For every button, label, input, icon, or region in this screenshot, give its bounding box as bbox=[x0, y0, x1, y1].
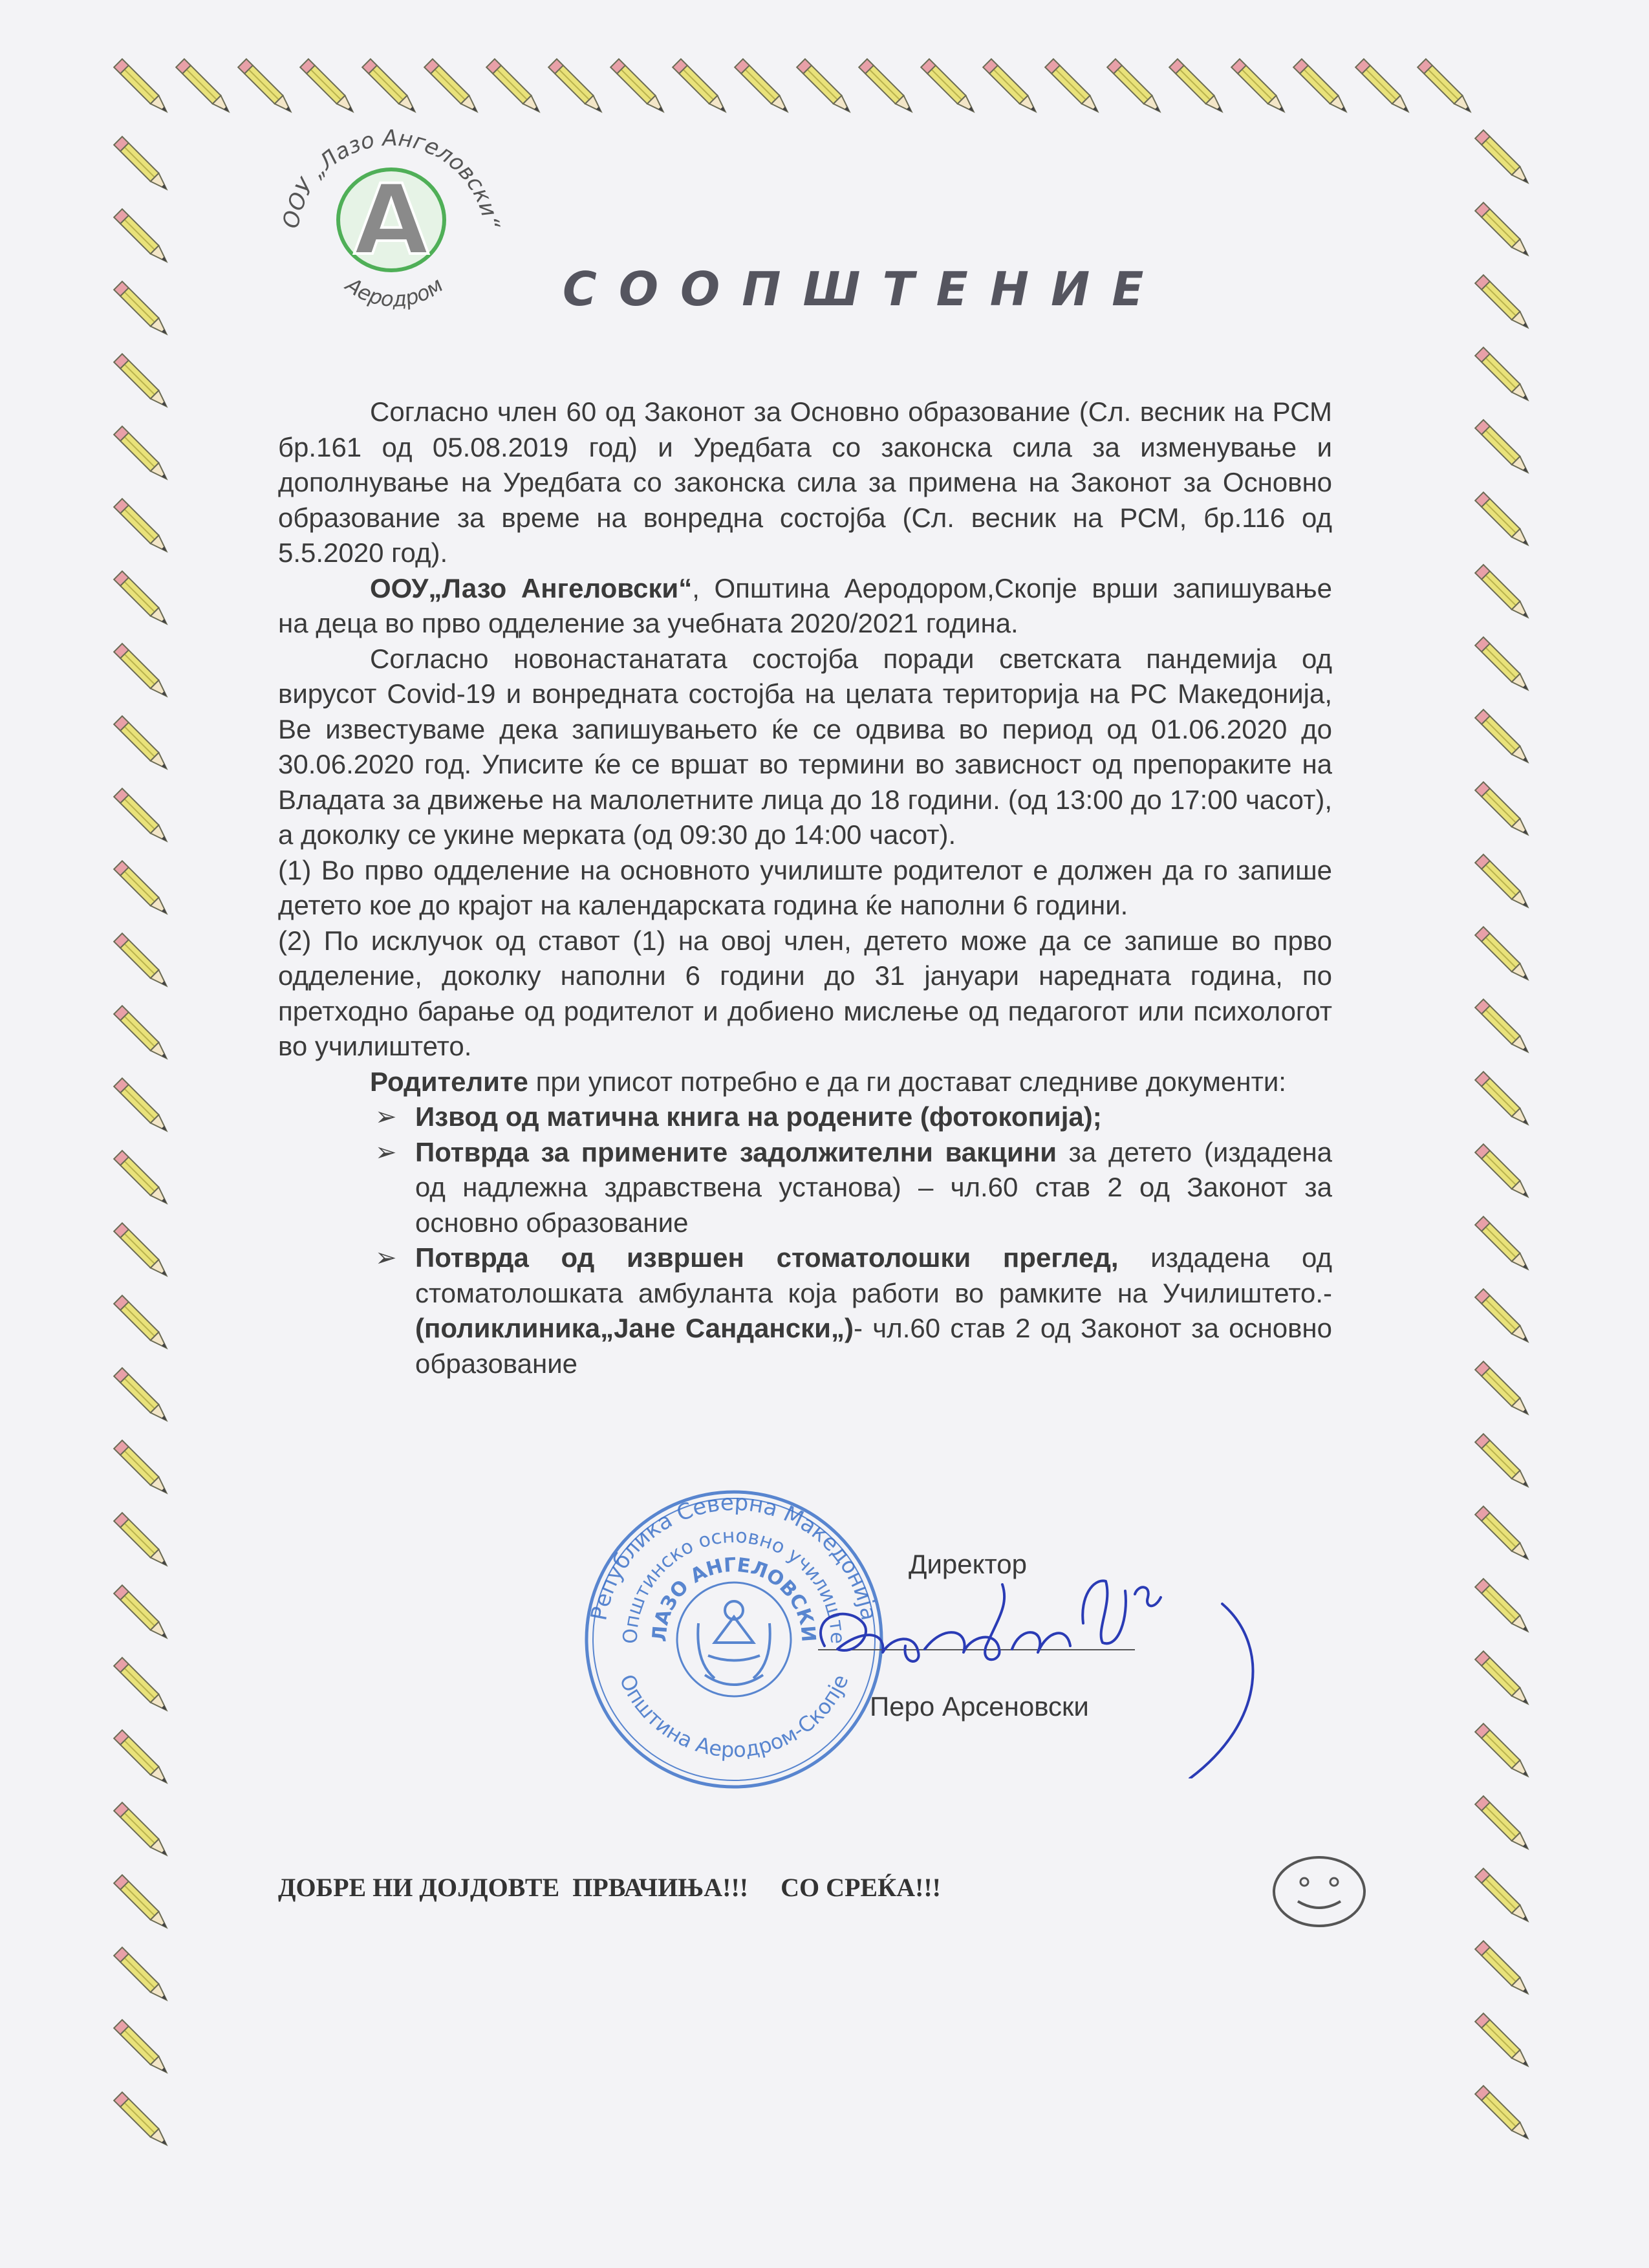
logo-place: Аеродром bbox=[341, 272, 448, 312]
pencil-icon bbox=[114, 2020, 171, 2077]
arrow-bullet-icon: ➢ bbox=[375, 1244, 397, 1272]
pencil-icon bbox=[1475, 130, 1532, 187]
pencil-icon bbox=[548, 59, 605, 116]
pencil-icon bbox=[1475, 854, 1532, 911]
pencil-icon bbox=[1475, 1796, 1532, 1853]
pencil-icon bbox=[1475, 347, 1532, 404]
pencil-icon bbox=[1355, 59, 1412, 116]
pencil-icon bbox=[300, 59, 357, 116]
pencil-icon bbox=[486, 59, 543, 116]
svg-text:Аеродром bbox=[340, 272, 447, 312]
pencil-icon bbox=[424, 59, 481, 116]
pencil-icon bbox=[1045, 59, 1102, 116]
pencil-icon bbox=[1475, 637, 1532, 694]
pencil-icon bbox=[1475, 2086, 1532, 2143]
logo-letter: А bbox=[353, 164, 429, 277]
pencil-icon bbox=[1475, 1723, 1532, 1780]
pencil-icon bbox=[114, 1440, 171, 1497]
pencil-icon bbox=[1475, 927, 1532, 984]
pencil-icon bbox=[1475, 275, 1532, 332]
pencil-icon bbox=[114, 716, 171, 773]
logo-school-name: ООУ „Лазо Ангеловски“ bbox=[277, 125, 505, 231]
pencil-icon bbox=[114, 571, 171, 628]
pencil-icon bbox=[114, 1006, 171, 1063]
pencil-icon bbox=[114, 861, 171, 918]
page-title: СООПШТЕНИЕ bbox=[563, 262, 1166, 316]
pencil-icon bbox=[114, 1513, 171, 1570]
pencil-icon bbox=[1169, 59, 1226, 116]
pencil-icon bbox=[1475, 709, 1532, 766]
pencil-icon bbox=[238, 59, 295, 116]
pencil-icon bbox=[735, 59, 792, 116]
paragraph-enrollment: ООУ„Лазо Ангеловски“, Општина Аеродором,Скопје врши запишување на деца во прво одделение за учебната 2020/2021 година. bbox=[278, 572, 1333, 638]
coat-of-arms-icon bbox=[698, 1601, 770, 1685]
parents-bold: Родителите bbox=[370, 1066, 528, 1097]
director-name: Перо Арсеновски bbox=[870, 1691, 1089, 1722]
pencil-icon bbox=[114, 1658, 171, 1714]
pencil-icon bbox=[921, 59, 978, 116]
pencil-icon bbox=[114, 1150, 171, 1207]
welcome-message: ДОБРЕ НИ ДОЈДОВТЕ ПРВАЧИЊА!!! СО СРЕЌА!!! bbox=[278, 1873, 941, 1902]
pencil-icon bbox=[114, 1223, 171, 1280]
pencil-icon bbox=[983, 59, 1040, 116]
stamp-country: Република Северна Македонија bbox=[586, 1489, 882, 1623]
pencil-icon bbox=[114, 59, 171, 116]
paragraph-documents-intro: Родителите при уписот потребно е да ги достават следниве документи: bbox=[370, 1066, 1286, 1097]
pencil-icon bbox=[1475, 1506, 1532, 1563]
pencil-icon bbox=[114, 354, 171, 411]
pencil-icon bbox=[114, 1585, 171, 1642]
pencil-icon bbox=[1475, 999, 1532, 1056]
pencil-icon bbox=[1475, 420, 1532, 477]
pencil-icon bbox=[610, 59, 667, 116]
pencil-icon bbox=[114, 499, 171, 556]
pencil-icon bbox=[114, 136, 171, 193]
paragraph-period: Согласно новонастанатата состојба поради светската пандемија од вирусот Covid-19 и вонредната состојба на целата територија на РС Македонија, Ве известуваме дека запишувањето ќе се одвива во период од 01.06.2020 до 30.06.2020 год. Уписите ќе се вршат во термини во зависност од препораките на Владата за движење на малолетните лица до 18 години. (од 13:00 до 17:00 часот), а доколку се укине мерката (од 09:30 до 14:00 часот). bbox=[278, 643, 1332, 850]
documents-list bbox=[278, 1099, 1332, 1381]
school-logo bbox=[272, 110, 511, 323]
pencil-icon bbox=[114, 1295, 171, 1352]
pencil-icon bbox=[114, 1730, 171, 1787]
pencil-icon bbox=[673, 59, 729, 116]
pencil-icon bbox=[1475, 1144, 1532, 1201]
pencil-icon bbox=[1475, 1434, 1532, 1491]
pencil-icon bbox=[1293, 59, 1350, 116]
pencil-icon bbox=[1107, 59, 1164, 116]
pencil-icon bbox=[1475, 202, 1532, 259]
announcement-body bbox=[278, 394, 1332, 1381]
pencil-icon bbox=[1475, 1868, 1532, 1925]
paragraph-rule-2: (2) По исклучок од ставот (1) на овој член, детето може да се запише во прво одделение, доколку наполни 6 години до 31 јануари наредната година, по претходно барање од родителот и добиено мислење од педагогот или психологот во училиштето. bbox=[278, 925, 1332, 1061]
pencil-icon bbox=[1231, 59, 1288, 116]
pencil-icon bbox=[1475, 1216, 1532, 1273]
director-title: Директор bbox=[909, 1549, 1027, 1579]
pencil-icon bbox=[1475, 782, 1532, 839]
stamp-institution: Општинско основно училиште bbox=[619, 1524, 849, 1645]
pencil-icon bbox=[114, 788, 171, 845]
pencil-icon bbox=[114, 933, 171, 990]
pencil-icon bbox=[114, 1368, 171, 1425]
pencil-icon bbox=[1475, 565, 1532, 621]
smiley-face-icon bbox=[1271, 1853, 1368, 1930]
list-item: ➢ Потврда од извршен стоматолошки преглед, издадена од стоматолошката амбуланта која работи во рамките на Училиштето.- (поликлиника„Јане Сандански„)- чл.60 став 2 од Законот за основно образование bbox=[370, 1240, 1332, 1381]
pencil-icon bbox=[1475, 1651, 1532, 1708]
pencil-icon bbox=[114, 209, 171, 266]
pencil-icon bbox=[114, 281, 171, 338]
stamp-school: ЛАЗО АНГЕЛОВСКИ bbox=[648, 1553, 820, 1643]
list-item: ➢ Потврда за примените задолжителни вакцини за детето (издадена од надлежна здравствена установа) – чл.60 став 2 од Законот за основно образование bbox=[370, 1135, 1332, 1241]
list-item: ➢ Извод од матична книга на родените (фотокопија); bbox=[370, 1099, 1332, 1135]
arrow-bullet-icon: ➢ bbox=[375, 1138, 397, 1167]
pencil-icon bbox=[114, 426, 171, 483]
pencil-icon bbox=[1475, 1289, 1532, 1346]
school-name-bold: ООУ„Лазо Ангеловски“ bbox=[370, 572, 693, 603]
pencil-icon bbox=[1475, 1072, 1532, 1129]
pencil-icon bbox=[1475, 492, 1532, 549]
stamp-municipality: Општина Аеродром-Скопје bbox=[614, 1670, 854, 1762]
pencil-icon bbox=[1475, 1361, 1532, 1418]
pencil-icon bbox=[114, 1947, 171, 2004]
pencil-icon bbox=[114, 1802, 171, 1859]
pencil-icon bbox=[859, 59, 916, 116]
paragraph-rule-1: (1) Во прво одделение на основното училиште родителот е должен да го запише детето кое до крајот на календарската година ќе наполни 6 години. bbox=[278, 854, 1332, 920]
pencil-icon bbox=[362, 59, 419, 116]
pencil-icon bbox=[1475, 1579, 1532, 1636]
pencil-icon bbox=[1417, 59, 1474, 116]
pencil-icon bbox=[114, 2092, 171, 2149]
paragraph-legal-basis: Согласно член 60 од Законот за Основно образование (Сл. весник на РСМ бр.161 од 05.08.2019 год) и Уредбата со законска сила за изменување и дополнување на Уредбата со законска сила за примена на Законот за Основно образование за време на вонредна состојба (Сл. весник на РСМ, бр.116 од 5.5.2020 год). bbox=[278, 396, 1332, 568]
pencil-icon bbox=[1475, 1941, 1532, 1998]
pencil-icon bbox=[114, 1078, 171, 1135]
pencil-icon bbox=[1475, 2013, 1532, 2070]
pencil-icon bbox=[114, 643, 171, 700]
pencil-icon bbox=[114, 1875, 171, 1932]
pencil-icon bbox=[797, 59, 854, 116]
arrow-bullet-icon: ➢ bbox=[375, 1103, 397, 1131]
pencil-icon bbox=[176, 59, 233, 116]
handwritten-signature bbox=[776, 1533, 1332, 1778]
